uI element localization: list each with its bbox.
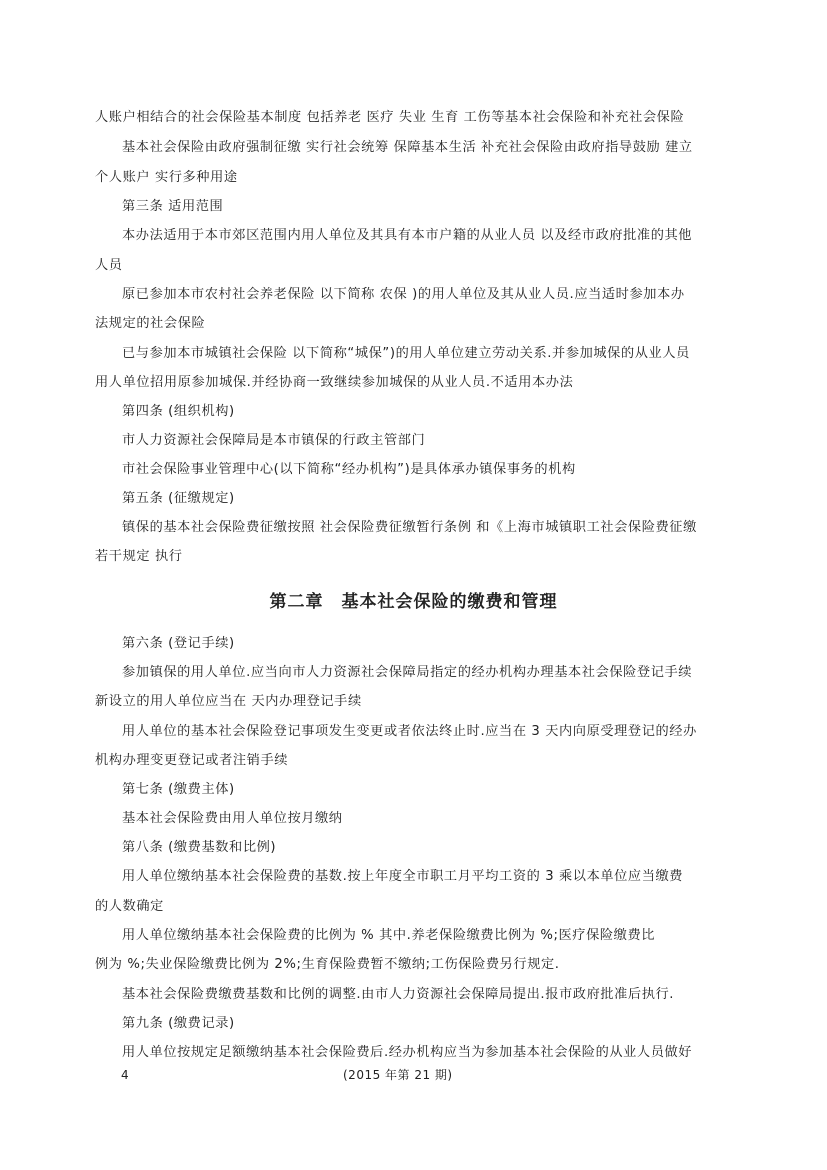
- chapter-title: 第二章 基本社会保险的缴费和管理: [269, 592, 558, 612]
- paragraph-line: 市人力资源社会保障局是本市镇保的行政主管部门: [122, 433, 426, 448]
- paragraph-line: 原已参加本市农村社会养老保险 以下简称 农保 )的用人单位及其从业人员.应当适时参加本办: [122, 287, 685, 302]
- paragraph-line: 基本社会保险费缴费基数和比例的调整.由市人力资源社会保障局提出.报市政府批准后执行.: [122, 987, 675, 1002]
- paragraph-line: 镇保的基本社会保险费征缴按照 社会保险费征缴暂行条例 和《上海市城镇职工社会保险费征缴: [122, 520, 697, 535]
- article-heading: 第八条 (缴费基数和比例): [122, 840, 277, 855]
- paragraph-line: 用人单位缴纳基本社会保险费的基数.按上年度全市职工月平均工资的 3 乘以本单位应当缴费: [122, 869, 684, 884]
- paragraph-line: 用人单位缴纳基本社会保险费的比例为 % 其中.养老保险缴费比例为 %;医疗保险缴费比: [122, 928, 656, 943]
- article-heading: 第四条 (组织机构): [122, 404, 235, 419]
- paragraph-line: 基本社会保险费由用人单位按月缴纳: [122, 811, 343, 826]
- page-number: 4: [121, 1068, 130, 1082]
- paragraph-line: 本办法适用于本市郊区范围内用人单位及其具有本市户籍的从业人员 以及经市政府批准的其他: [122, 228, 693, 243]
- paragraph-line: 机构办理变更登记或者注销手续: [95, 753, 289, 768]
- article-heading: 第七条 (缴费主体): [122, 782, 235, 797]
- paragraph-line: 新设立的用人单位应当在 天内办理登记手续: [95, 694, 362, 709]
- paragraph-line: 法规定的社会保险: [95, 316, 206, 331]
- article-heading: 第六条 (登记手续): [122, 636, 235, 651]
- paragraph-line: 的人数确定: [95, 899, 164, 914]
- paragraph-line: 用人单位按规定足额缴纳基本社会保险费后.经办机构应当为参加基本社会保险的从业人员做好: [122, 1045, 693, 1060]
- article-heading: 第五条 (征缴规定): [122, 491, 235, 506]
- paragraph-line: 用人单位的基本社会保险登记事项发生变更或者依法终止时.应当在 3 天内向原受理登记的经办: [122, 724, 697, 739]
- paragraph-line: 若干规定 执行: [95, 549, 183, 564]
- paragraph-line: 例为 %;失业保险缴费比例为 2%;生育保险费暂不缴纳;工伤保险费另行规定.: [95, 957, 560, 972]
- paragraph-line: 用人单位招用原参加城保.并经协商一致继续参加城保的从业人员.不适用本办法: [95, 375, 574, 390]
- article-heading: 第三条 适用范围: [122, 199, 224, 214]
- paragraph-line: 人账户相结合的社会保险基本制度 包括养老 医疗 失业 生育 工伤等基本社会保险和补充社会保险: [95, 110, 685, 125]
- paragraph-line: 已与参加本市城镇社会保险 以下简称“城保”)的用人单位建立劳动关系.并参加城保的从业人员: [122, 346, 690, 361]
- issue-label: (2015 年第 21 期): [343, 1068, 453, 1082]
- paragraph-line: 基本社会保险由政府强制征缴 实行社会统筹 保障基本生活 补充社会保险由政府指导鼓励 建立: [122, 140, 693, 155]
- paragraph-line: 参加镇保的用人单位.应当向市人力资源社会保障局指定的经办机构办理基本社会保险登记手续: [122, 665, 693, 680]
- paragraph-line: 人员: [95, 258, 123, 273]
- paragraph-line: 市社会保险事业管理中心(以下简称“经办机构”)是具体承办镇保事务的机构: [122, 462, 576, 477]
- paragraph-line: 个人账户 实行多种用途: [95, 170, 238, 185]
- article-heading: 第九条 (缴费记录): [122, 1016, 235, 1031]
